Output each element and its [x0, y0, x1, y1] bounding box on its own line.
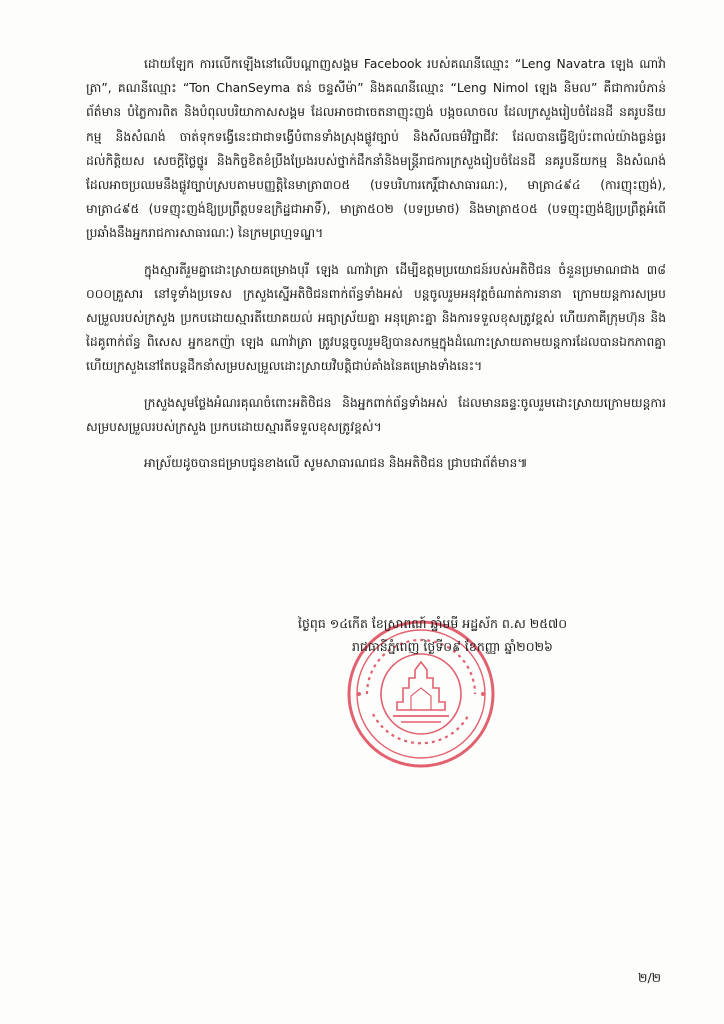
paragraph-closing: អាស្រ័យដូចបានជម្រាបជូនខាងលើ សូមសាធារណជន និងអតិថិជន ជ្រាបជាព័ត៌មាន៕	[144, 456, 528, 471]
paragraph-thanks: ក្រសួងសូមថ្លែងអំណរគុណចំពោះអតិថិជន និងអ្នកពាក់ព័ន្ធទាំងអស់ ដែលមានឆន្ទៈចូលរួមដោះស្រាយក្រោមយន្តការសម្របសម្រួលរបស់ក្រសួង ប្រកបដោយស្មារតីទទួលខុសត្រូវខ្ពស់។	[86, 395, 666, 434]
paragraph-resolution: ក្នុងស្មារតីរួមគ្នាដោះស្រាយគម្រោងបុរី ឡេង ណាវ៉ាត្រា ដើម្បីឧត្តមប្រយោជន៍របស់អតិថិជន ចំនួនប្រមាណជាង ៣៨ ០០០គ្រួសារ នៅទូទាំងប្រទេស ក្រសួងស្នើអតិថិជនពាក់ព័ន្ធទាំងអស់ បន្តចូលរួមអនុវត្តចំណាត់ការនានា ក្រោមយន្តការសម្របសម្រួលរបស់ក្រសួង ប្រកបដោយស្មារតីយោគយល់ អធ្យាស្រ័យគ្នា អនុគ្រោះគ្នា និងការទទួលខុសត្រូវខ្ពស់ ហើយភាគីក្រុមហ៊ុន និងដៃគូពាក់ព័ន្ធ ពិសេស អ្នកឧកញ៉ា ឡេង ណាវ៉ាត្រា ត្រូវបន្តចូលរួមឱ្យបានសកម្មក្នុងដំណោះស្រាយតាមយន្តការដែលបានឯកភាពគ្នា ហើយក្រសួងនៅតែបន្តដឹកនាំសម្របសម្រួលដោះស្រាយវិបត្តិជាប់គាំងនៃគម្រោងទាំងនេះ។	[86, 262, 666, 374]
date-block	[298, 612, 688, 658]
page-number: ២/២	[638, 970, 662, 985]
solar-date: រាជធានីភ្នំពេញ ថ្ងៃទី០៩ ខែកញ្ញា ឆ្នាំ២០២៦	[352, 639, 553, 654]
paragraph-allegations: ដោយឡែក ការលើកឡើងនៅលើបណ្តាញសង្គម Facebook របស់គណនីឈ្មោះ “Leng Navatra ឡេង ណាវ៉ាត្រា”, គណនីឈ្មោះ “Ton ChanSeyma តន់ ចន្ទសីម៉ា” និងគណនីឈ្មោះ “Leng Nimol ឡេង និមល” គឺជាការបំភាន់ព័ត៌មាន បំភ្លៃការពិត និងបំពុលបរិយាកាសសង្គម ដែលអាចជាចេតនាញុះញង់ បង្កចលាចល ដែលក្រសួងរៀបចំដែនដី នគរូបនីយកម្ម និងសំណង់ ចាត់ទុកទង្វើនេះជាជាទង្វើបំពានទាំងស្រុងផ្លូវច្បាប់ និងសីលធម៌វិជ្ជាជីវៈ ដែលបានធ្វើឱ្យប៉ះពាល់យ៉ាងធ្ងន់ធ្ងរដល់កិត្តិយស សេចក្តីថ្លៃថ្នូរ និងកិច្ចខិតខំប្រឹងប្រែងរបស់ថ្នាក់ដឹកនាំនិងមន្ត្រីរាជការក្រសួងរៀបចំដែនដី នគរូបនីយកម្ម និងសំណង់ ដែលអាចប្រឈមនឹងផ្លូវច្បាប់ស្របតាមបញ្ញត្តិនៃមាត្រា៣០៥ (បទបរិហារកេរ្តិ៍ជាសាធារណៈ), មាត្រា៤៩៤ (ការញុះញង់), មាត្រា៤៩៥ (បទញុះញង់ឱ្យប្រព្រឹត្តបទឧក្រិដ្ឋជាអាទិ៍), មាត្រា៥០២ (បទប្រមាថ) និងមាត្រា៥០៥ (បទញុះញង់ឱ្យប្រព្រឹត្តអំពើប្រឆាំងនឹងអ្នករាជការសាធារណៈ) នៃក្រមព្រហ្មទណ្ឌ។	[86, 57, 666, 241]
document-body	[86, 52, 666, 487]
lunar-date: ថ្ងៃពុធ ១៤កើត ខែស្រាពណ៍ ឆ្នាំមមី អដ្ឋស័ក ព.ស ២៥៧០	[298, 616, 568, 631]
